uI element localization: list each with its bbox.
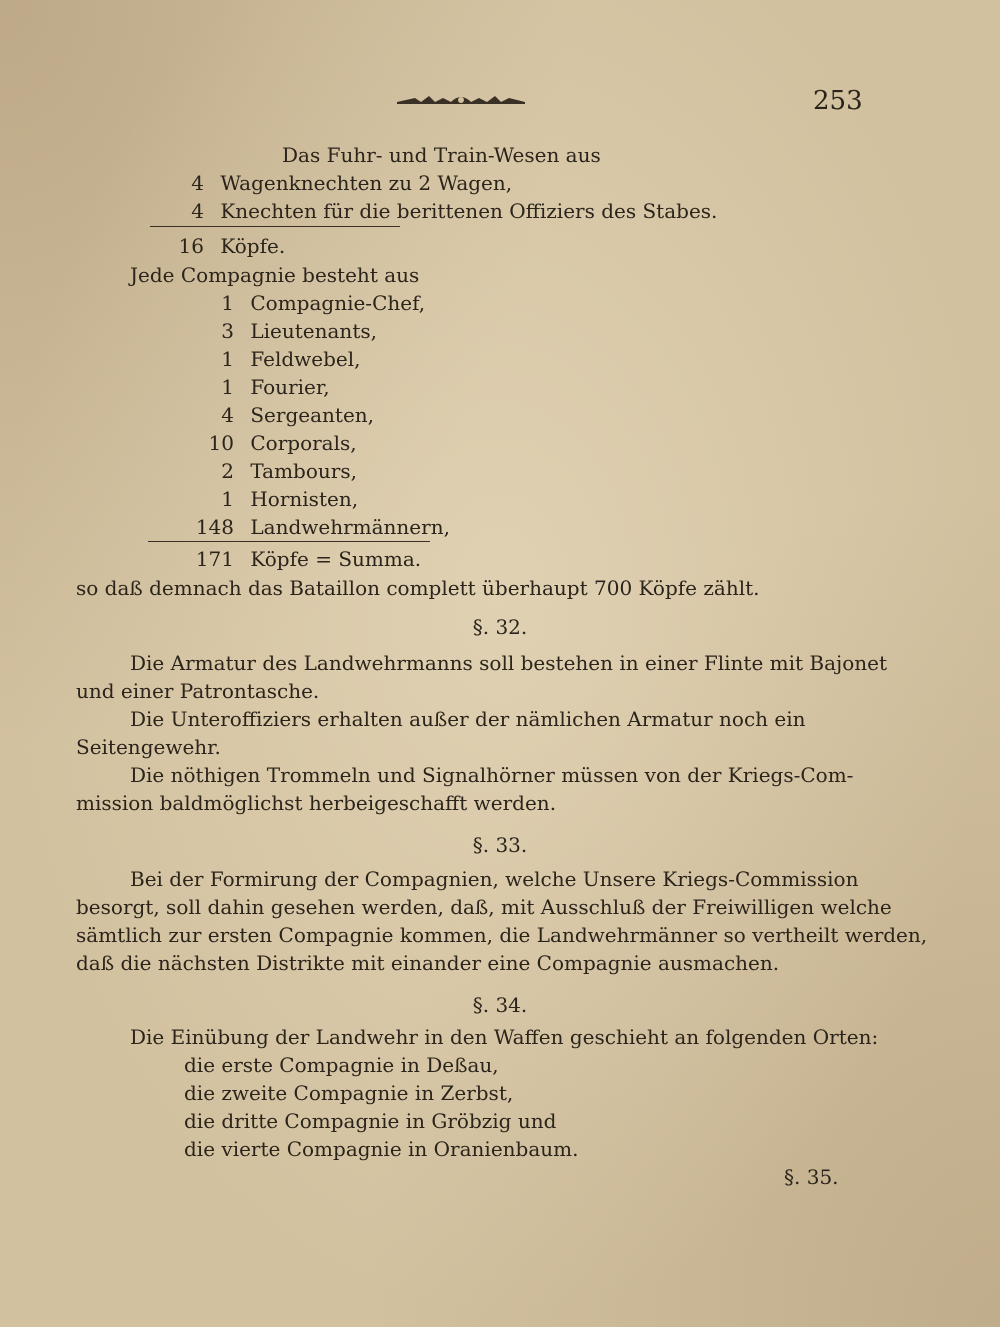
train-item-number: 4: [191, 199, 204, 223]
company-total-text: Köpfe = Summa.: [250, 547, 422, 571]
sum-rule: [148, 541, 430, 542]
train-item-row: [160, 170, 512, 196]
sum-rule: [150, 226, 400, 227]
company-item-number: 148: [195, 515, 234, 539]
company-item-number: 2: [221, 459, 234, 483]
train-item-text: Wagenknechten zu 2 Wagen,: [220, 171, 513, 195]
paragraph-line: sämtlich zur ersten Compagnie kommen, die Landwehrmänner so vertheilt werden,: [76, 923, 928, 947]
company-item-text: Corporals,: [250, 431, 357, 455]
company-item-row: [170, 290, 425, 316]
paragraph-line: daß die nächsten Distrikte mit einander eine Compagnie ausmachen.: [76, 951, 780, 975]
company-item-number: 1: [221, 375, 234, 399]
paragraph-line: Die nöthigen Trommeln und Signalhörner müssen von der Kriegs-Com-: [130, 763, 854, 787]
company-item-text: Feldwebel,: [250, 347, 361, 371]
company-item-row: [170, 514, 450, 540]
company-item-number: 3: [221, 319, 234, 343]
train-item-row: [160, 198, 717, 224]
company-item-row: [170, 374, 330, 400]
company-item-text: Sergeanten,: [250, 403, 375, 427]
catchword: §. 35.: [784, 1165, 839, 1189]
paragraph-line: Die Unteroffiziers erhalten außer der nämlichen Armatur noch ein: [130, 707, 806, 731]
company-item-row: [170, 346, 361, 372]
company-total-row: [170, 546, 421, 572]
train-total-number: 16: [178, 234, 204, 258]
company-item-row: [170, 458, 357, 484]
company-item-text: Compagnie-Chef,: [250, 291, 426, 315]
train-total-text: Köpfe.: [220, 234, 286, 258]
train-heading: Das Fuhr- und Train-Wesen aus: [282, 143, 601, 167]
company-item-row: [170, 486, 358, 512]
company-item-text: Hornisten,: [250, 487, 359, 511]
page-number: 253: [813, 86, 863, 116]
company-item-row: [170, 430, 357, 456]
company-item-text: Landwehrmännern,: [250, 515, 450, 539]
company-item-number: 1: [221, 487, 234, 511]
list-line: die zweite Compagnie in Zerbst,: [184, 1081, 514, 1105]
company-item-number: 10: [208, 431, 234, 455]
paragraph-line: Die Armatur des Landwehrmanns soll bestehen in einer Flinte mit Bajonet: [130, 651, 888, 675]
header-ornament-icon: [395, 92, 527, 108]
list-line: die erste Compagnie in Deßau,: [184, 1053, 499, 1077]
train-total-row: [160, 233, 285, 259]
company-total-number: 171: [195, 547, 234, 571]
paragraph-line: und einer Patrontasche.: [76, 679, 320, 703]
company-item-number: 1: [221, 347, 234, 371]
company-item-number: 1: [221, 291, 234, 315]
train-item-number: 4: [191, 171, 204, 195]
section-heading: §. 33.: [472, 833, 528, 857]
company-item-text: Lieutenants,: [250, 319, 377, 343]
list-line: die dritte Compagnie in Gröbzig und: [184, 1109, 557, 1133]
company-item-number: 4: [221, 403, 234, 427]
paragraph-line: mission baldmöglichst herbeigeschafft werden.: [76, 791, 557, 815]
list-line: die vierte Compagnie in Oranienbaum.: [184, 1137, 579, 1161]
train-item-text: Knechten für die berittenen Offiziers des Stabes.: [220, 199, 718, 223]
company-item-text: Fourier,: [250, 375, 330, 399]
paragraph-line: Bei der Formirung der Compagnien, welche Unsere Kriegs-Commission: [130, 867, 859, 891]
company-intro: Jede Compagnie besteht aus: [130, 263, 420, 287]
company-item-row: [170, 402, 374, 428]
paragraph-line: Seitengewehr.: [76, 735, 221, 759]
section-heading: §. 34.: [472, 993, 528, 1017]
company-item-text: Tambours,: [250, 459, 357, 483]
company-item-row: [170, 318, 377, 344]
conclusion-line: so daß demnach das Bataillon complett überhaupt 700 Köpfe zählt.: [76, 576, 760, 600]
paragraph-line: Die Einübung der Landwehr in den Waffen geschieht an folgenden Orten:: [130, 1025, 879, 1049]
paragraph-line: besorgt, soll dahin gesehen werden, daß, mit Ausschluß der Freiwilligen welche: [76, 895, 892, 919]
section-heading: §. 32.: [472, 615, 528, 639]
